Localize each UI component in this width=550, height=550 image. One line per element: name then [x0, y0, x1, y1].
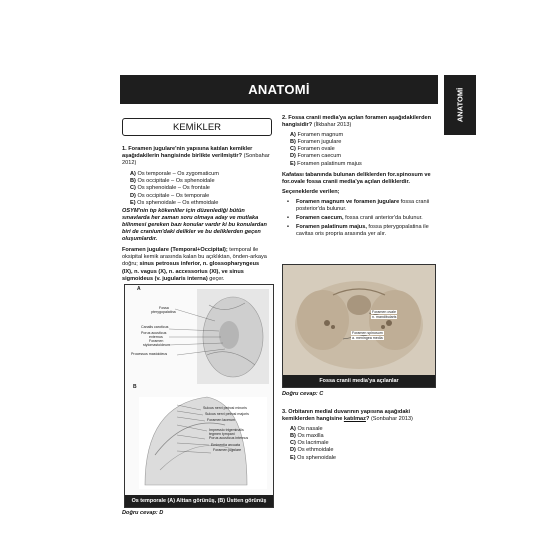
label-pterygopalatina: pterygopalatina: [151, 310, 176, 314]
label-sulcus-major: Sulcus nervi petrosi majoris: [205, 412, 249, 416]
label-porus-internus: Porus acusticus internus: [209, 436, 249, 440]
q3-option-a: A) Os nasale: [290, 426, 323, 433]
label-porus-acusticus: Porus acusticus: [141, 331, 167, 335]
label-foramen-ovale: Foramen ovale: [372, 310, 396, 314]
q1-option-d: D) Os occipitale – Os temporale: [130, 192, 210, 199]
q3-option-e: E) Os sphenoidale: [290, 454, 337, 461]
temporal-bone-illustration: [125, 285, 273, 495]
q2-stem: 2. Fossa cranii media'ya açılan foramen aşağıdakilerden hangisidir? (İlkbahar 2013): [282, 115, 432, 129]
q2-option-b: B) Foramen jugulare: [290, 139, 342, 146]
q2-bullet-1: • Foramen magnum ve foramen jugulare fossa cranii posterior'da bulunur.: [296, 199, 434, 213]
label-foramen-spinosum: Foramen spinosum: [352, 331, 383, 335]
q3-option-b: B) Os maxilla: [290, 433, 324, 440]
q2-option-c: C) Foramen ovale: [290, 146, 335, 153]
q2-bullets: [282, 199, 434, 238]
q2-note: Kafatası tabanında bulunan deliklerden for.spinosum ve for.ovale fossa cranii media'ya açılan deliklerdir.: [282, 171, 431, 185]
label-eminentia-arcuata: Eminentia arcuata: [211, 443, 240, 447]
q3-option-d: D) Os ethmoidale: [290, 447, 334, 454]
label-impressio-trigeminalis: Impressio trigeminalis: [209, 428, 244, 432]
label-n-mandibularis: n. mandibularis: [372, 315, 397, 319]
section-title: KEMİKLER: [172, 121, 222, 133]
q2-option-e: E) Foramen palatinum majus: [290, 160, 362, 167]
q3-stem: 3. Orbitanın medial duvarının yapısına aşağıdaki kemiklerden hangisine katılmaz? (Sonbahar 2013): [282, 409, 413, 423]
q1-figure-caption: Os temporale (A) Alttan görünüş, (B) Üstten görünüş: [125, 495, 273, 507]
q3-option-c: C) Os lacrimale: [290, 440, 329, 447]
q2-figure: [282, 264, 436, 388]
q1-option-e: E) Os sphenoidale – Os ethmoidale: [130, 199, 219, 206]
q2-bullet-2: • Foramen caecum, fossa cranii anterior'da bulunur.: [296, 215, 434, 222]
q1-option-b: B) Os occipitale – Os sphenoidale: [130, 178, 215, 185]
q2-answer: Doğru cevap: C: [282, 391, 324, 397]
side-tab-label: ANATOMİ: [455, 87, 465, 123]
figure-label-b: B: [133, 384, 137, 390]
label-foramen-lacerum: Foramen lacerum: [207, 418, 236, 422]
q2-option-a: A) Foramen magnum: [290, 132, 344, 139]
side-tab: [444, 75, 476, 135]
label-stylomastoideum: stylomastoideum: [143, 343, 170, 347]
label-foramen: Foramen: [149, 339, 164, 343]
figure-label-a: A: [137, 286, 141, 292]
label-fossa: Fossa: [159, 306, 169, 310]
q1-explanation: Foramen jugulare (Temporal+Occipital); temporal ile oksipital kemik arasında kalan bu açıklıktan, önden-arkaya doğru; sinus petrosus inferior, n. glossopharyngeus (IX), n. vagus (X), n. accessorius (XI), ve sinus sigmoideus (v. jugularis interna) geçer.: [122, 247, 267, 282]
chapter-banner: [120, 75, 438, 104]
skull-base-photo: [283, 265, 435, 375]
q1-option-c: C) Os sphenoidale – Os frontale: [130, 185, 210, 192]
label-processus-mastoideus: Processus mastoideus: [131, 352, 168, 356]
q2-options: [282, 132, 434, 167]
label-tegmen-tympani: tegmen tympani: [209, 432, 235, 436]
q1-figure: [124, 284, 274, 508]
section-title-box: [122, 118, 272, 136]
q2-figure-caption: Fossa cranii media'ya açılanlar: [283, 375, 435, 387]
q2-option-d: D) Foramen caecum: [290, 153, 341, 160]
q1-options: [122, 171, 270, 206]
q2-subhead: Seçeneklerde verilen;: [282, 188, 340, 195]
label-a-meningea-media: a. meningea media: [352, 336, 383, 340]
chapter-title: ANATOMİ: [248, 82, 310, 97]
label-foramen-jugulare: Foramen jugulare: [213, 448, 242, 452]
q1-option-a: A) Os temporale – Os zygomaticum: [130, 171, 219, 178]
question-1: [122, 146, 270, 283]
q1-stem: 1. Foramen jugulare'nin yapısına katılan kemikler aşağıdakilerin hangisinde birlikte verilmiştir? (Sonbahar 2012): [122, 146, 270, 167]
label-canalis-caroticus: Canalis caroticus: [141, 325, 169, 329]
question-3: [282, 409, 434, 462]
q1-note: OSYM'nin tıp kökenliler için düzenlediği bütün sınavlarda her zaman soru olmaya aday ve mutlaka bilinmesi gereken bazı konular vardır ki bu konulardan biri de cranium'daki delikler ve bu deliklerden geçen oluşumlardır.: [122, 207, 267, 243]
q1-answer: Doğru cevap: D: [122, 510, 164, 516]
question-2: [282, 115, 434, 240]
label-externus: externus: [149, 335, 163, 339]
q2-bullet-3: • Foramen palatinum majus, fossa pterygopalatina ile cavitas oris propria arasında yer alır.: [296, 224, 434, 238]
q3-options: [282, 426, 434, 461]
label-sulcus-minor: Sulcus nervi petrosi minoris: [203, 406, 247, 410]
